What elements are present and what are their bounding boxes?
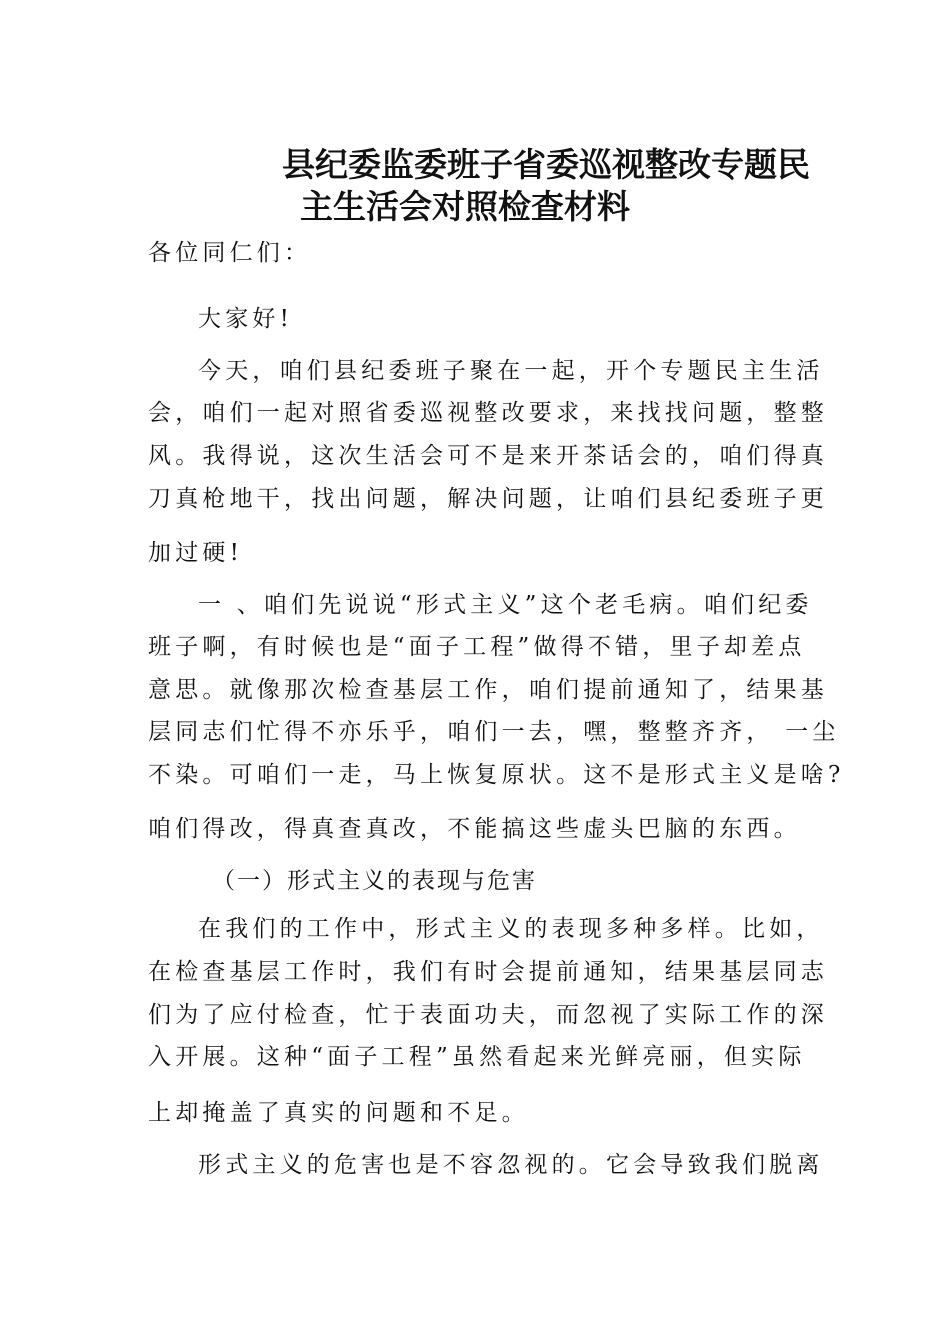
paragraph-line: 风。我得说，这次生活会可不是来开茶话会的，咱们得真 [148,443,828,469]
paragraph-line: 一 、咱们先说说“形式主义”这个老毛病。咱们纪委 [198,592,813,618]
paragraph-line: 入开展。这种“面子工程”虽然看起来光鲜亮丽，但实际 [148,1044,806,1070]
paragraph-line: 层同志们忙得不亦乐乎，咱们一去，嘿，整整齐齐， 一尘 [148,719,840,745]
title-line-1: 县纪委监委班子省委巡视整改专题民 [282,145,810,184]
paragraph-line: 班子啊，有时候也是“面子工程”做得不错，里子却差点 [148,634,806,660]
salutation: 各位同仁们： [148,240,312,266]
paragraph-line: 在我们的工作中，形式主义的表现多种多样。比如， [198,916,824,942]
paragraph-line: 不染。可咱们一走，马上恢复原状。这不是形式主义是啥? [148,762,845,788]
document-title [150,144,810,228]
paragraph-line: 刀真枪地干，找出问题，解决问题，让咱们县纪委班子更 [148,486,828,512]
paragraph-line: 会，咱们一起对照省委巡视整改要求，来找找问题，整整 [148,400,828,426]
paragraph-line: 们为了应付检查，忙于表面功夫，而忽视了实际工作的深 [148,1002,828,1028]
title-line-2: 主生活会对照检查材料 [300,187,630,226]
paragraph-line: 形式主义的危害也是不容忽视的。它会导致我们脱离 [198,1152,824,1178]
paragraph-line: 今天，咱们县纪委班子聚在一起，开个专题民主生活 [198,358,824,384]
section-subheading: （一）形式主义的表现与危害 [212,868,537,894]
paragraph-line: 在检查基层工作时，我们有时会提前通知，结果基层同志 [148,959,828,985]
greeting: 大家好! [198,306,294,332]
paragraph-line: 上却掩盖了真实的问题和不足。 [148,1100,529,1126]
paragraph-line: 咱们得改，得真查真改，不能搞这些虚头巴脑的东西。 [148,816,801,842]
paragraph-line: 加过硬! [148,540,244,566]
paragraph-line: 意思。就像那次检查基层工作，咱们提前通知了，结果基 [148,677,828,703]
